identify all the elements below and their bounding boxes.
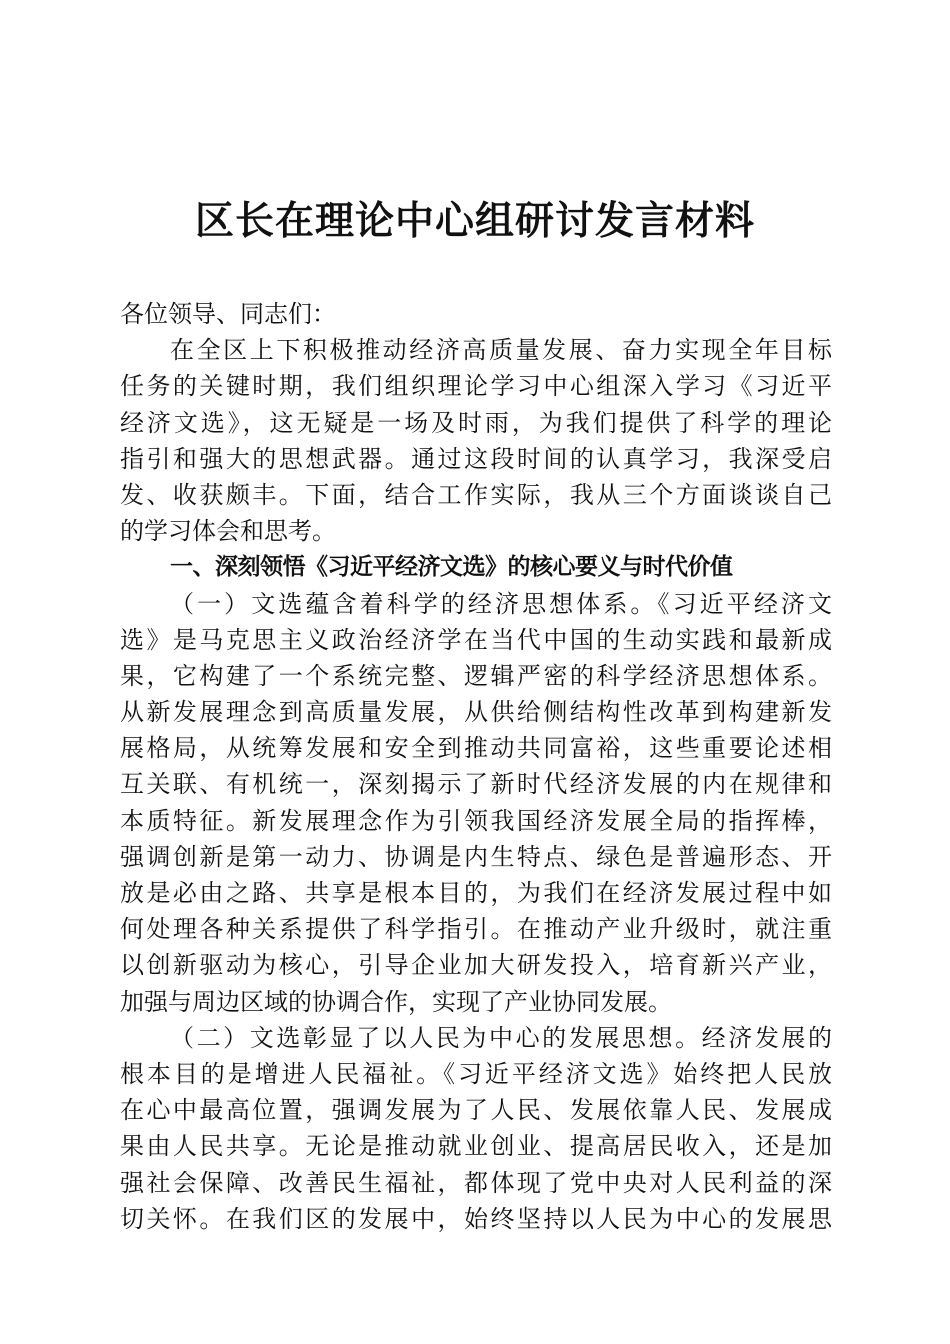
- paragraph-line: 切关怀。在我们区的发展中，始终坚持以人民为中心的发展思: [120, 1204, 832, 1233]
- paragraph-line: 从新发展理念到高质量发展，从供给侧结构性改革到构建新发: [120, 698, 832, 727]
- paragraph-line: 强社会保障、改善民生福祉，都体现了党中央对人民利益的深: [120, 1168, 832, 1197]
- paragraph-line: 以创新驱动为核心，引导企业加大研发投入，培育新兴产业，: [120, 951, 832, 980]
- paragraph-line: 在全区上下积极推动经济高质量发展、奋力实现全年目标: [170, 336, 832, 365]
- paragraph-line: 放是必由之路、共享是根本目的，为我们在经济发展过程中如: [120, 879, 832, 907]
- paragraph-line: 在心中最高位置，强调发展为了人民、发展依靠人民、发展成: [120, 1096, 832, 1125]
- salutation: 各位领导、同志们：: [120, 300, 336, 328]
- paragraph-line: 互关联、有机统一，深刻揭示了新时代经济发展的内在规律和: [120, 770, 832, 799]
- paragraph-line: 选》是马克思主义政治经济学在当代中国的生动实践和最新成: [120, 625, 832, 654]
- paragraph-line: 根本目的是增进人民福祉。《习近平经济文选》始终把人民放: [120, 1059, 832, 1088]
- paragraph-line: 任务的关键时期，我们组织理论学习中心组深入学习《习近平: [120, 372, 832, 401]
- paragraph-line: 果由人民共享。无论是推动就业创业、提高居民收入，还是加: [120, 1132, 832, 1161]
- paragraph-line: 发、收获颇丰。下面，结合工作实际，我从三个方面谈谈自己: [120, 480, 832, 509]
- subheading-line: （一）文选蕴含着科学的经济思想体系。《习近平经济文: [170, 589, 832, 618]
- subheading-line: （二）文选彰显了以人民为中心的发展思想。经济发展的: [170, 1023, 832, 1052]
- paragraph-line: 何处理各种关系提供了科学指引。在推动产业升级时，就注重: [120, 915, 832, 944]
- paragraph-line: 经济文选》，这无疑是一场及时雨，为我们提供了科学的理论: [120, 408, 832, 437]
- paragraph-line: 加强与周边区域的协调合作，实现了产业协同发展。: [120, 987, 672, 1016]
- paragraph-line: 果，它构建了一个系统完整、逻辑严密的科学经济思想体系。: [120, 661, 832, 690]
- document-body: [120, 296, 832, 1237]
- paragraph-line: 的学习体会和思考。: [120, 517, 336, 546]
- section-heading: 一、深刻领悟《习近平经济文选》的核心要义与时代价值: [170, 553, 733, 581]
- paragraph-line: 强调创新是第一动力、协调是内生特点、绿色是普遍形态、开: [120, 842, 832, 871]
- paragraph-line: 展格局，从统筹发展和安全到推动共同富裕，这些重要论述相: [120, 734, 832, 763]
- paragraph-line: 指引和强大的思想武器。通过这段时间的认真学习，我深受启: [120, 444, 832, 473]
- document-title: 区长在理论中心组研讨发言材料: [194, 198, 755, 244]
- paragraph-line: 本质特征。新发展理念作为引领我国经济发展全局的指挥棒，: [120, 806, 832, 835]
